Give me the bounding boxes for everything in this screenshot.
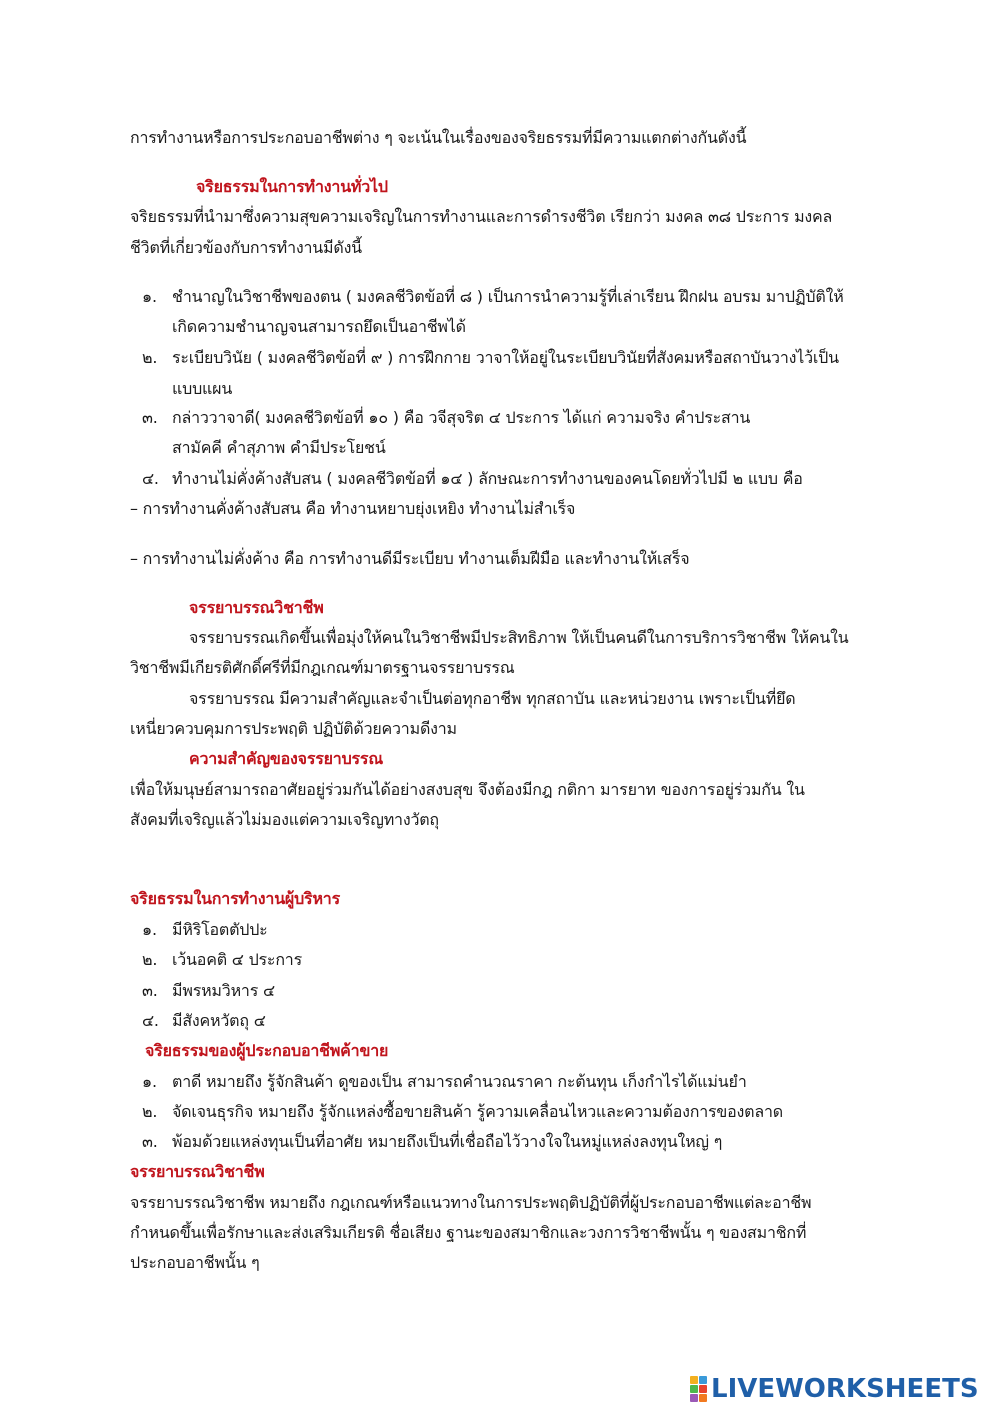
professional-ethics-def-line3: ประกอบอาชีพนั้น ๆ xyxy=(130,1253,260,1272)
importance-line1: เพื่อให้มนุษย์สามารถอาศัยอยู่ร่วมกันได้อย่างสงบสุข จึงต้องมีกฎ กติกา มารยาท ของการอยู่ร่วมกัน ใน xyxy=(130,780,805,799)
general-ethics-para-line1: จริยธรรมที่นำมาซึ่งความสุขความเจริญในการทำงานและการดำรงชีวิต เรียกว่า มงคล ๓๘ ประการ มงคล xyxy=(130,207,833,226)
list-item-text: มีสังคหวัตถุ ๔ xyxy=(172,1011,266,1030)
list-item-text-cont: เกิดความชำนาญจนสามารถยึดเป็นอาชีพได้ xyxy=(172,317,466,336)
professional-ethics-p1-line1: จรรยาบรรณเกิดขึ้นเพื่อมุ่งให้คนในวิชาชีพมีประสิทธิภาพ ให้เป็นคนดีในการบริการวิชาชีพ ให้คนใน xyxy=(189,628,849,647)
general-ethics-para-line2: ชีวิตที่เกี่ยวข้องกับการทำงานมีดังนี้ xyxy=(130,238,362,257)
list-item-text: พ้อมด้วยแหล่งทุนเป็นที่อาศัย หมายถึงเป็นที่เชื่อถือไว้วางใจในหมู่แหล่งลงทุนใหญ่ ๆ xyxy=(172,1132,723,1151)
list-item-text: มีหิริโอตตัปปะ xyxy=(172,920,268,939)
list-item-number: ๒. xyxy=(142,950,158,969)
list-item-text: จัดเจนธุรกิจ หมายถึง รู้จักแหล่งซื้อขายสินค้า รู้ความเคลื่อนไหวและความต้องการของตลาด xyxy=(172,1102,783,1121)
professional-ethics-def-line1: จรรยาบรรณวิชาชีพ หมายถึง กฎเกณฑ์หรือแนวทางในการประพฤติปฏิบัติที่ผู้ประกอบอาชีพแต่ละอาชีพ xyxy=(130,1193,812,1212)
list-item-number: ๑. xyxy=(142,287,157,306)
liveworksheets-mark-icon xyxy=(690,1376,707,1402)
importance-line2: สังคมที่เจริญแล้วไม่มองแต่ความเจริญทางวัตถุ xyxy=(130,810,439,829)
list-item-number: ๔. xyxy=(142,1011,159,1030)
list-item-number: ๒. xyxy=(142,348,158,367)
dash-item: – การทำงานไม่คั่งค้าง คือ การทำงานดีมีระเบียบ ทำงานเต็มฝีมือ และทำงานให้เสร็จ xyxy=(130,549,690,568)
heading-executive-ethics: จริยธรรมในการทำงานผู้บริหาร xyxy=(130,889,340,908)
list-item-text: ทำงานไม่คั่งค้างสับสน ( มงคลชีวิตข้อที่ ๑๔ ) ลักษณะการทำงานของคนโดยทั่วไปมี ๒ แบบ คือ xyxy=(172,469,803,488)
list-item-text-cont: สามัคคี คำสุภาพ คำมีประโยชน์ xyxy=(172,438,386,457)
list-item-number: ๑. xyxy=(142,920,157,939)
list-item-text: ตาดี หมายถึง รู้จักสินค้า ดูของเป็น สามารถคำนวณราคา กะต้นทุน เก็งกำไรได้แม่นยำ xyxy=(172,1072,747,1091)
liveworksheets-logo xyxy=(690,1374,979,1404)
heading-professional-ethics: จรรยาบรรณวิชาชีพ xyxy=(189,598,324,617)
list-item-text: เว้นอคติ ๔ ประการ xyxy=(172,950,302,969)
professional-ethics-p1-line2: วิชาชีพมีเกียรติศักดิ์ศรีที่มีกฎเกณฑ์มาตรฐานจรรยาบรรณ xyxy=(130,658,515,677)
intro-line: การทำงานหรือการประกอบอาชีพต่าง ๆ จะเน้นในเรื่องของจริยธรรมที่มีความแตกต่างกันดังนี้ xyxy=(130,128,747,147)
list-item-number: ๒. xyxy=(142,1102,158,1121)
heading-importance-of-ethics: ความสำคัญของจรรยาบรรณ xyxy=(189,749,383,768)
list-item-number: ๔. xyxy=(142,469,159,488)
professional-ethics-p2-line2: เหนี่ยวควบคุมการประพฤติ ปฏิบัติด้วยความดีงาม xyxy=(130,719,457,738)
list-item-text: ระเบียบวินัย ( มงคลชีวิตข้อที่ ๙ ) การฝึกกาย วาจาให้อยู่ในระเบียบวินัยที่สังคมหรือสถาบันวางไว้เป็น xyxy=(172,348,839,367)
list-item-text: มีพรหมวิหาร ๔ xyxy=(172,981,275,1000)
list-item-number: ๓. xyxy=(142,981,158,1000)
list-item-text: ชำนาญในวิชาชีพของตน ( มงคลชีวิตข้อที่ ๘ ) เป็นการนำความรู้ที่เล่าเรียน ฝึกฝน อบรม มาปฏิบัติให้ xyxy=(172,287,844,306)
list-item-number: ๑. xyxy=(142,1072,157,1091)
list-item-text-cont: แบบแผน xyxy=(172,379,233,398)
dash-item: – การทำงานคั่งค้างสับสน คือ ทำงานหยาบยุ่งเหยิง ทำงานไม่สำเร็จ xyxy=(130,499,576,518)
professional-ethics-p2-line1: จรรยาบรรณ มีความสำคัญและจำเป็นต่อทุกอาชีพ ทุกสถาบัน และหน่วยงาน เพราะเป็นที่ยึด xyxy=(189,689,796,708)
list-item-text: กล่าววาจาดี( มงคลชีวิตข้อที่ ๑๐ ) คือ วจีสุจริต ๔ ประการ ได้แก่ ความจริง คำประสาน xyxy=(172,408,751,427)
heading-merchant-ethics: จริยธรรมของผู้ประกอบอาชีพค้าขาย xyxy=(145,1041,389,1060)
heading-general-ethics: จริยธรรมในการทำงานทั่วไป xyxy=(196,177,388,196)
professional-ethics-def-line2: กำหนดขึ้นเพื่อรักษาและส่งเสริมเกียรติ ชื่อเสียง ฐานะของสมาชิกและวงการวิชาชีพนั้น ๆ ของสมาชิกที่ xyxy=(130,1223,807,1242)
heading-professional-ethics-2: จรรยาบรรณวิชาชีพ xyxy=(130,1162,265,1181)
liveworksheets-wordmark: LIVEWORKSHEETS xyxy=(711,1374,979,1404)
list-item-number: ๓. xyxy=(142,408,158,427)
list-item-number: ๓. xyxy=(142,1132,158,1151)
